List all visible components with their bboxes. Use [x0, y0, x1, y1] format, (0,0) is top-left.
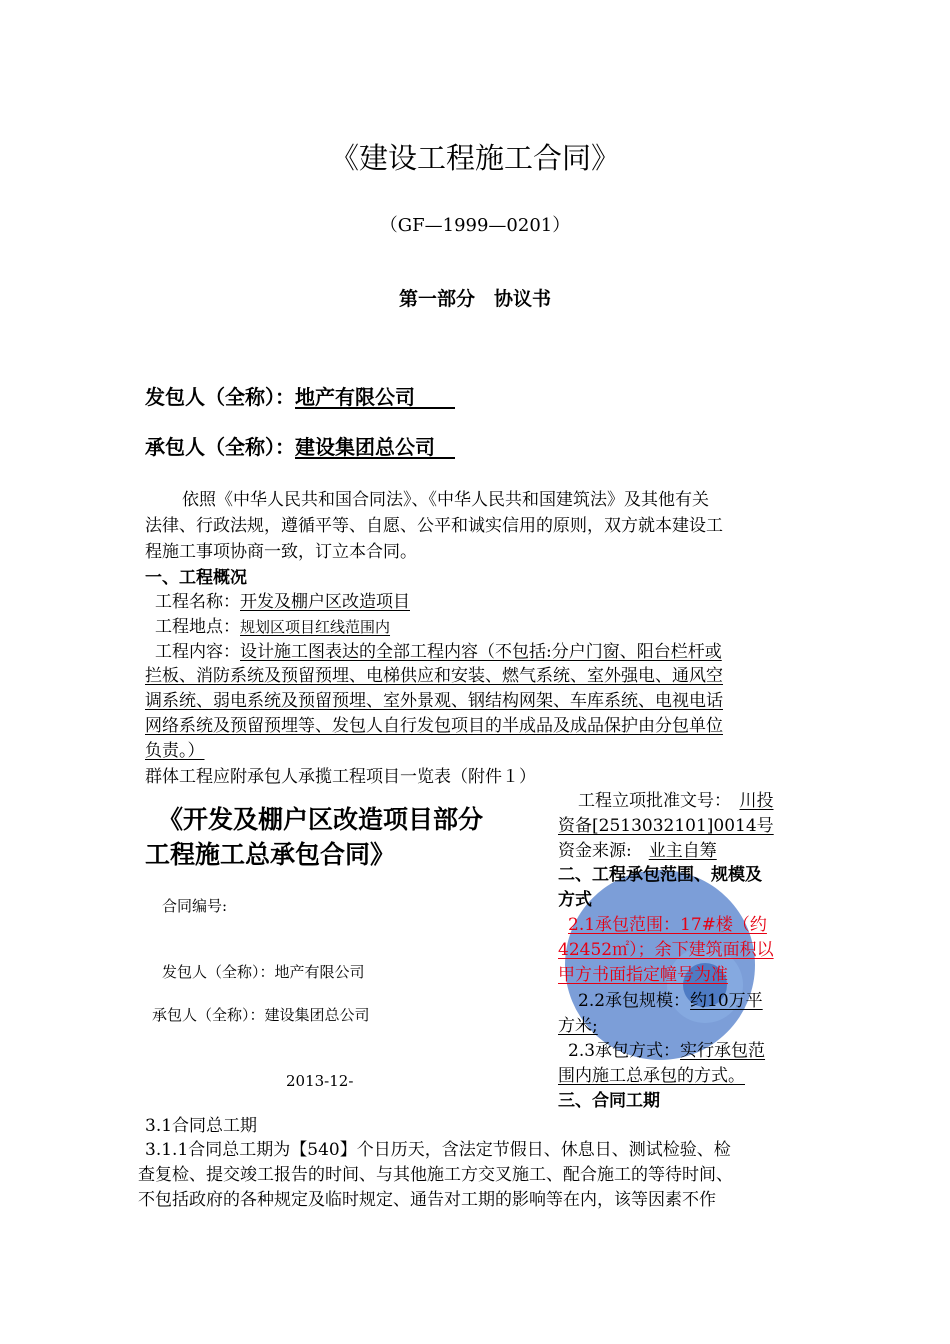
- contract-number-label: 合同编号:: [162, 897, 228, 915]
- mode-value-2: 围内施工总承包的方式。: [558, 1066, 745, 1086]
- project-name-label: 工程名称：: [155, 592, 240, 612]
- employer-line: [145, 381, 455, 410]
- fund-line: [558, 840, 717, 862]
- fund-label: 资金来源:: [558, 841, 632, 861]
- cover-contractor: 承包人（全称）：建设集团总公司: [152, 1006, 370, 1024]
- project-site-label: 工程地点：: [155, 617, 240, 637]
- project-name-value: 开发及棚户区改造项目: [240, 592, 410, 612]
- scale-line: [578, 990, 763, 1012]
- cover-date: 2013-12-: [286, 1072, 354, 1090]
- scope-line-1: 2.1承包范围：17#楼（约: [568, 915, 767, 935]
- document-title: 《建设工程施工合同》: [329, 141, 620, 175]
- approval-label: 工程立项批准文号：: [578, 791, 723, 811]
- mode-label: 2.3承包方式：: [568, 1041, 681, 1061]
- project-content-line-5: 负责。）: [145, 741, 205, 761]
- intro-line-3: 程施工事项协商一致，订立本合同。: [145, 542, 417, 562]
- intro-line-1: 依照《中华人民共和国合同法》、《中华人民共和国建筑法》及其他有关: [182, 490, 709, 510]
- overview-heading: 一、工程概况: [145, 568, 247, 588]
- employer-name: 地产有限公司: [295, 385, 455, 409]
- fund-value: 业主自筹: [648, 841, 717, 861]
- project-content-label: 工程内容：: [155, 642, 240, 662]
- employer-label: 发包人（全称）：: [145, 385, 295, 409]
- project-content-line-2: 拦板、消防系统及预留预埋、电梯供应和安装、燃气系统、室外强电、通风空: [145, 666, 723, 686]
- scope-heading-1: 二、工程承包范围、规模及: [558, 865, 762, 885]
- scale-value-2: 方米;: [558, 1016, 598, 1036]
- project-site-line: [155, 616, 390, 638]
- period-heading-right: 三、合同工期: [558, 1091, 660, 1111]
- project-site-value: 规划区项目红线范围内: [240, 618, 391, 636]
- cover-employer: 发包人（全称）：地产有限公司: [162, 963, 365, 981]
- mode-value-1: 实行承包范: [680, 1041, 766, 1061]
- intro-line-2: 法律、行政法规，遵循平等、自愿、公平和诚实信用的原则，双方就本建设工: [145, 516, 723, 536]
- contractor-label: 承包人（全称）：: [145, 435, 295, 459]
- group-note: 群体工程应附承包人承揽工程项目一览表（附件１）: [145, 767, 536, 787]
- cover-title-line-1: 《开发及棚户区改造项目部分: [158, 805, 484, 834]
- period-heading: 3.1合同总工期: [145, 1116, 258, 1136]
- approval-value-2: 资备[2513032101]0014号: [558, 816, 774, 836]
- scope-line-2: 42452㎡）；余下建筑面积以: [558, 940, 774, 960]
- cover-title-line-2: 工程施工总承包合同》: [145, 840, 396, 869]
- scale-value-1: 约10万平: [690, 991, 763, 1011]
- approval-value-1: 川投: [739, 791, 774, 811]
- period-line-2: 查复检、提交竣工报告的时间、与其他施工方交叉施工、配合施工的等待时间、: [138, 1165, 733, 1185]
- project-name-line: [155, 591, 410, 613]
- contractor-line: [145, 431, 455, 460]
- approval-line: [578, 790, 774, 812]
- period-line-3: 不包括政府的各种规定及临时规定、通告对工期的影响等在内，该等因素不作: [138, 1190, 716, 1210]
- project-content-line-1: [155, 641, 722, 663]
- project-content-line-4: 网络系统及预留预埋等、发包人自行发包项目的半成品及成品保护由分包单位: [145, 716, 723, 736]
- document-code: （GF—1999—0201）: [379, 215, 571, 236]
- project-content-line-3: 调系统、弱电系统及预留预埋、室外景观、钢结构网架、车库系统、电视电话: [145, 691, 723, 711]
- scale-label: 2.2承包规模：: [578, 991, 691, 1011]
- mode-line: [568, 1040, 765, 1062]
- contractor-name: 建设集团总公司: [295, 435, 455, 459]
- part-title: 第一部分 协议书: [398, 288, 551, 310]
- scope-heading-2: 方式: [558, 890, 592, 910]
- period-line-1: 3.1.1合同总工期为【540】个日历天，含法定节假日、休息日、测试检验、检: [145, 1140, 731, 1160]
- project-content-value-1: 设计施工图表达的全部工程内容（不包括:分户门窗、阳台栏杆或: [240, 642, 722, 662]
- scope-line-3: 甲方书面指定幢号为准: [558, 965, 728, 985]
